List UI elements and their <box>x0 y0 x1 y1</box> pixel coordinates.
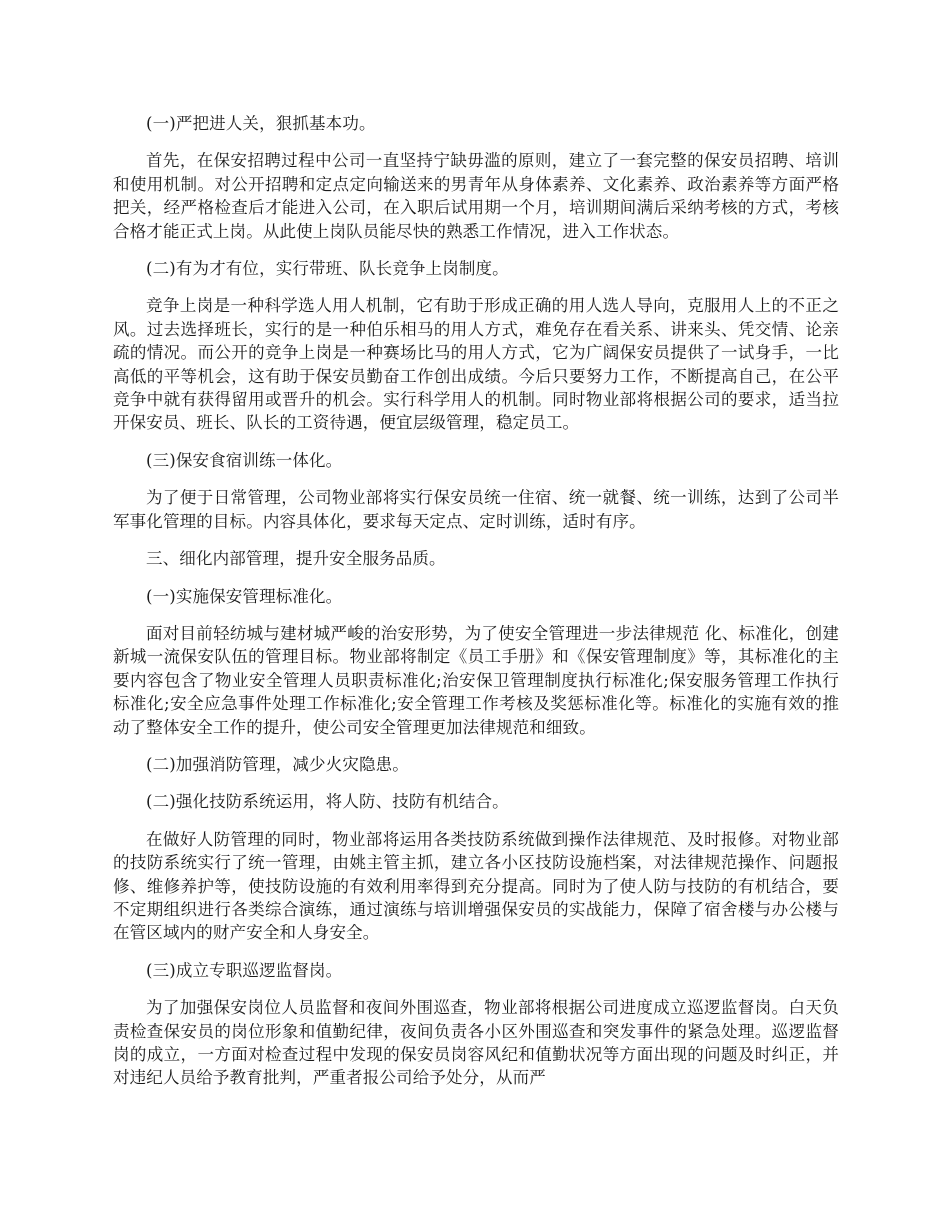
section-heading: (二)有为才有位，实行带班、队长竞争上岗制度。 <box>146 259 509 279</box>
section-heading: (一)严把进人关，狠抓基本功。 <box>146 114 376 133</box>
paragraph: 为了便于日常管理，公司物业部将实行保安员统一住宿、统一就餐、统一训练，达到了公司半军事化管理的目标。内容具体化，要求每天定点、定时训练，适时有序。 <box>113 488 839 531</box>
section-heading: 三、细化内部管理，提升安全服务品质。 <box>146 549 446 569</box>
section-heading: (三)成立专职巡逻监督岗。 <box>146 960 343 980</box>
section-heading: (二)强化技防系统运用，将人防、技防有机结合。 <box>146 792 509 812</box>
paragraph: 为了加强保安岗位人员监督和夜间外围巡查，物业部将根据公司进度成立巡逻监督岗。白天负责检查保安员的岗位形象和值勤纪律，夜间负责各小区外围巡查和突发事件的紧急处理。巡逻监督岗的成立，一方面对检查过程中发现的保安员岗容风纪和值勤状况等方面出现的问题及时纠正，并对违纪人员给予教育批判，严重者报公司给予处分，从而严 <box>113 998 839 1088</box>
paragraph: 首先，在保安招聘过程中公司一直坚持宁缺毋滥的原则，建立了一套完整的保安员招聘、培训和使用机制。对公开招聘和定点定向输送来的男青年从身体素养、文化素养、政治素养等方面严格把关，经严格检查后才能进入公司，在入职后试用期一个月，培训期间满后采纳考核的方式，考核合格才能正式上岗。从此使上岗队员能尽快的熟悉工作情况，进入工作状态。 <box>113 151 839 241</box>
paragraph: 在做好人防管理的同时，物业部将运用各类技防系统做到操作法律规范、及时报修。对物业部的技防系统实行了统一管理，由姚主管主抓，建立各小区技防设施档案，对法律规范操作、问题报修、维修养护等，使技防设施的有效利用率得到充分提高。同时为了使人防与技防的有机结合，要不定期组织进行各类综合演练，通过演练与培训增强保安员的实战能力，保障了宿舍楼与办公楼与在管区域内的财产安全和人身安全。 <box>113 829 839 943</box>
section-heading: (二)加强消防管理，减少火灾隐患。 <box>146 754 409 774</box>
document-body <box>113 112 839 1104</box>
paragraph: 竞争上岗是一种科学选人用人机制，它有助于形成正确的用人选人导向，克服用人上的不正之风。过去选择班长，实行的是一种伯乐相马的用人方式，难免存在看关系、讲来头、凭交情、论亲疏的情况。而公开的竞争上岗是一种赛场比马的用人方式，它为广阔保安员提供了一试身手，一比高低的平等机会，这有助于保安员勤奋工作创出成绩。今后只要努力工作，不断提高自己，在公平竞争中就有获得留用或晋升的机会。实行科学用人的机制。同时物业部将根据公司的要求，适当拉开保安员、班长、队长的工资待遇，便宜层级管理，稳定员工。 <box>113 296 839 433</box>
paragraph: 面对目前轻纺城与建材城严峻的治安形势，为了使安全管理进一步法律规范 化、标准化，创建新城一流保安队伍的管理目标。物业部将制定《员工手册》和《保安管理制度》等，其标准化的主要内容包含了物业安全管理人员职责标准化;治安保卫管理制度执行标准化;保安服务管理工作执行标准化;安全应急事件处理工作标准化;安全管理工作考核及奖惩标准化等。标准化的实施有效的推动了整体安全工作的提升，使公司安全管理更加法律规范和细致。 <box>113 623 839 737</box>
section-heading: (三)保安食宿训练一体化。 <box>146 450 343 470</box>
section-heading: (一)实施保安管理标准化。 <box>146 586 343 606</box>
